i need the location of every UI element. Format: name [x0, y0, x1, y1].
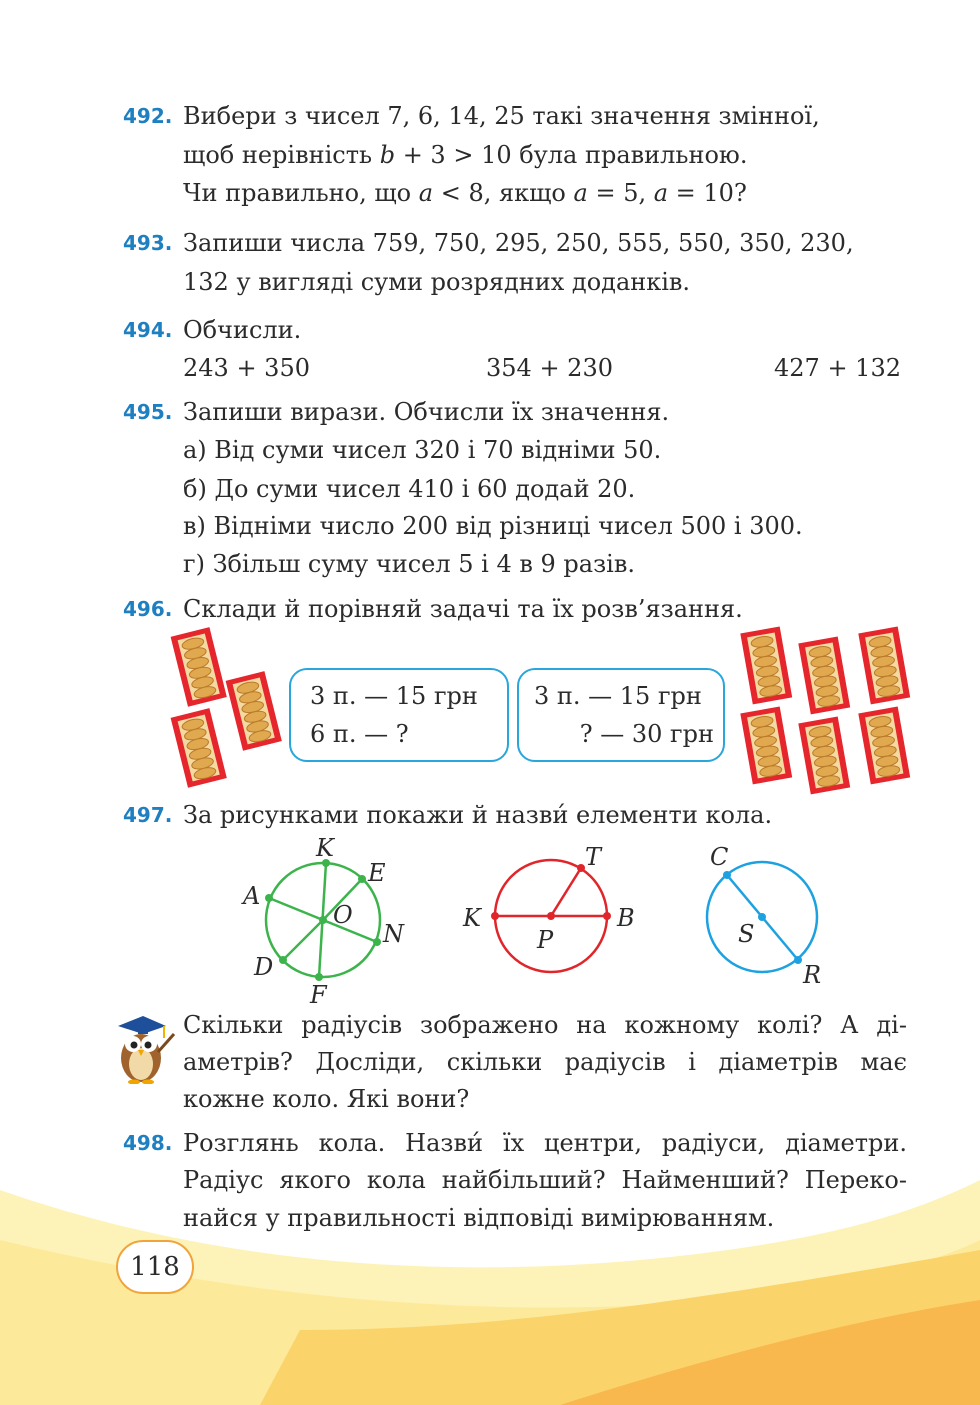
owl-task-line: кожне коло. Які вони?	[183, 1085, 470, 1113]
exercise-text: Обчисли.	[183, 316, 302, 344]
label-A: A	[243, 882, 261, 910]
label-N: N	[383, 920, 404, 948]
exercise-number: 492.	[123, 104, 173, 128]
expression: 427 + 132	[774, 354, 901, 382]
expression: 354 + 230	[486, 354, 613, 382]
exercise-text: Чи правильно, що a < 8, якщо a = 5, a = 10?	[183, 179, 747, 207]
exercise-text: Радіус якого кола найбільший? Найменший? Переко-	[183, 1166, 907, 1194]
circle-2-points	[491, 864, 611, 920]
exercise-text: щоб нерівність b + 3 > 10 була правильною.	[183, 141, 748, 169]
exercise-number: 493.	[123, 231, 173, 255]
label-E: E	[368, 859, 386, 887]
subtask-c: в) Відніми число 200 від різниці чисел 500 і 300.	[183, 512, 803, 540]
owl-task-line: аметрів? Досліди, скільки радіусів і діаметрів має	[183, 1048, 907, 1076]
label-D: D	[254, 953, 274, 981]
label-T: T	[585, 843, 602, 871]
exercise-text: Вибери з чисел 7, 6, 14, 25 такі значення змінної,	[183, 102, 820, 130]
label-B: B	[617, 904, 635, 932]
box-line: 3 п. — 15 грн	[310, 682, 478, 710]
subtask-d: г) Збільш суму чисел 5 і 4 в 9 разів.	[183, 550, 635, 578]
exercise-number: 496.	[123, 597, 173, 621]
exercise-text: 132 у вигляді суми розрядних доданків.	[183, 268, 691, 296]
label-R: R	[803, 961, 822, 989]
exercise-text: Склади й порівняй задачі та їх розв’язання.	[183, 595, 743, 623]
label-S: S	[738, 920, 755, 948]
label-K: K	[316, 834, 334, 862]
exercise-number: 498.	[123, 1131, 173, 1155]
owl-teacher-icon	[108, 1012, 178, 1084]
box-line: 3 п. — 15 грн	[534, 682, 702, 710]
exercise-text: За рисунками покажи й назви́ елементи кола.	[183, 801, 773, 829]
label-P: P	[537, 926, 554, 954]
exercise-number: 494.	[123, 318, 173, 342]
label-K: K	[463, 904, 481, 932]
exercise-number: 497.	[123, 803, 173, 827]
label-C: C	[710, 843, 729, 871]
subtask-a: а) Від суми чисел 320 і 70 відніми 50.	[183, 436, 662, 464]
exercise-number: 495.	[123, 400, 173, 424]
label-O: O	[333, 901, 353, 929]
exercise-text: Запиши вирази. Обчисли їх значення.	[183, 398, 670, 426]
box-line: 6 п. — ?	[310, 720, 409, 748]
owl-task-line: Скільки радіусів зображено на кожному колі? А ді-	[183, 1011, 907, 1039]
circle-1-points	[265, 859, 381, 981]
exercise-text: Запиши числа 759, 750, 295, 250, 555, 550, 350, 230,	[183, 229, 854, 257]
exercise-text: найся у правильності відповіді вимірюванням.	[183, 1204, 775, 1232]
exercise-text: Розглянь кола. Назви́ їх центри, радіуси, діаметри.	[183, 1129, 907, 1157]
label-F: F	[310, 981, 327, 1009]
page-number: 118	[116, 1240, 194, 1294]
box-line: ? — 30 грн	[579, 720, 714, 748]
expression: 243 + 350	[183, 354, 310, 382]
subtask-b: б) До суми чисел 410 і 60 додай 20.	[183, 475, 636, 503]
